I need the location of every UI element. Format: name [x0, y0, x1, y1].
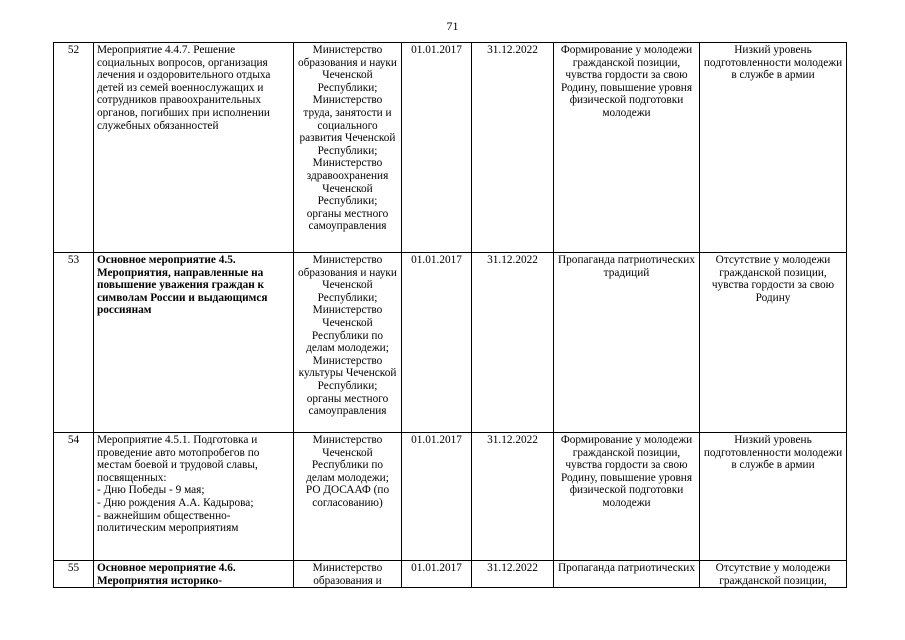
- expected-result: Пропаганда патриотических: [554, 561, 700, 588]
- row-number: 53: [54, 253, 94, 433]
- table-row: [54, 433, 847, 561]
- executors: Министерство Чеченской Республики по делам молодежи; РО ДОСААФ (по согласованию): [294, 433, 402, 561]
- row-number: 52: [54, 43, 94, 253]
- consequence: Низкий уровень подготовленности молодежи в службе в армии: [700, 43, 847, 253]
- consequence: Низкий уровень подготовленности молодежи в службе в армии: [700, 433, 847, 561]
- start-date: 01.01.2017: [402, 561, 472, 588]
- page-number: 71: [446, 19, 459, 33]
- row-number: 55: [54, 561, 94, 588]
- table-row: [54, 253, 847, 433]
- start-date: 01.01.2017: [402, 253, 472, 433]
- start-date: 01.01.2017: [402, 433, 472, 561]
- end-date: 31.12.2022: [472, 253, 554, 433]
- consequence: Отсутствие у молодежи гражданской позиции, чувства гордости за свою Родину: [700, 253, 847, 433]
- executors: Министерство образования и науки Чеченской Республики; Министерство труда, занятости и социального развития Чеченской Республики; Министерство здравоохранения Чеченской Республики; органы местного самоуправления: [294, 43, 402, 253]
- row-number: 54: [54, 433, 94, 561]
- expected-result: Формирование у молодежи гражданской позиции, чувства гордости за свою Родину, повышение уровня физической подготовки молодежи: [554, 433, 700, 561]
- table-row: [54, 43, 847, 253]
- start-date: 01.01.2017: [402, 43, 472, 253]
- activity-title: Мероприятие 4.5.1. Подготовка и проведение авто мотопробегов по местам боевой и трудовой славы, посвященных: - Дню Победы - 9 мая; - Дню рождения А.А. Кадырова; - важнейшим общественно-политическим мероприятиям: [94, 433, 294, 561]
- expected-result: Формирование у молодежи гражданской позиции, чувства гордости за свою Родину, повышение уровня физической подготовки молодежи: [554, 43, 700, 253]
- activity-title: Основное мероприятие 4.6. Мероприятия историко-: [94, 561, 294, 588]
- executors: Министерство образования и: [294, 561, 402, 588]
- executors: Министерство образования и науки Чеченской Республики; Министерство Чеченской Республики по делам молодежи; Министерство культуры Чеченской Республики; органы местного самоуправления: [294, 253, 402, 433]
- end-date: 31.12.2022: [472, 561, 554, 588]
- activity-title: Мероприятие 4.4.7. Решение социальных вопросов, организация лечения и оздоровительного отдыха детей из семей военнослужащих и сотрудников правоохранительных органов, погибших при исполнении служебных обязанностей: [94, 43, 294, 253]
- table-row: [54, 561, 847, 588]
- end-date: 31.12.2022: [472, 43, 554, 253]
- activity-title: Основное мероприятие 4.5. Мероприятия, направленные на повышение уважения граждан к символам России и выдающимся россиянам: [94, 253, 294, 433]
- expected-result: Пропаганда патриотических традиций: [554, 253, 700, 433]
- consequence: Отсутствие у молодежи гражданской позиции,: [700, 561, 847, 588]
- activities-table: [53, 42, 847, 588]
- end-date: 31.12.2022: [472, 433, 554, 561]
